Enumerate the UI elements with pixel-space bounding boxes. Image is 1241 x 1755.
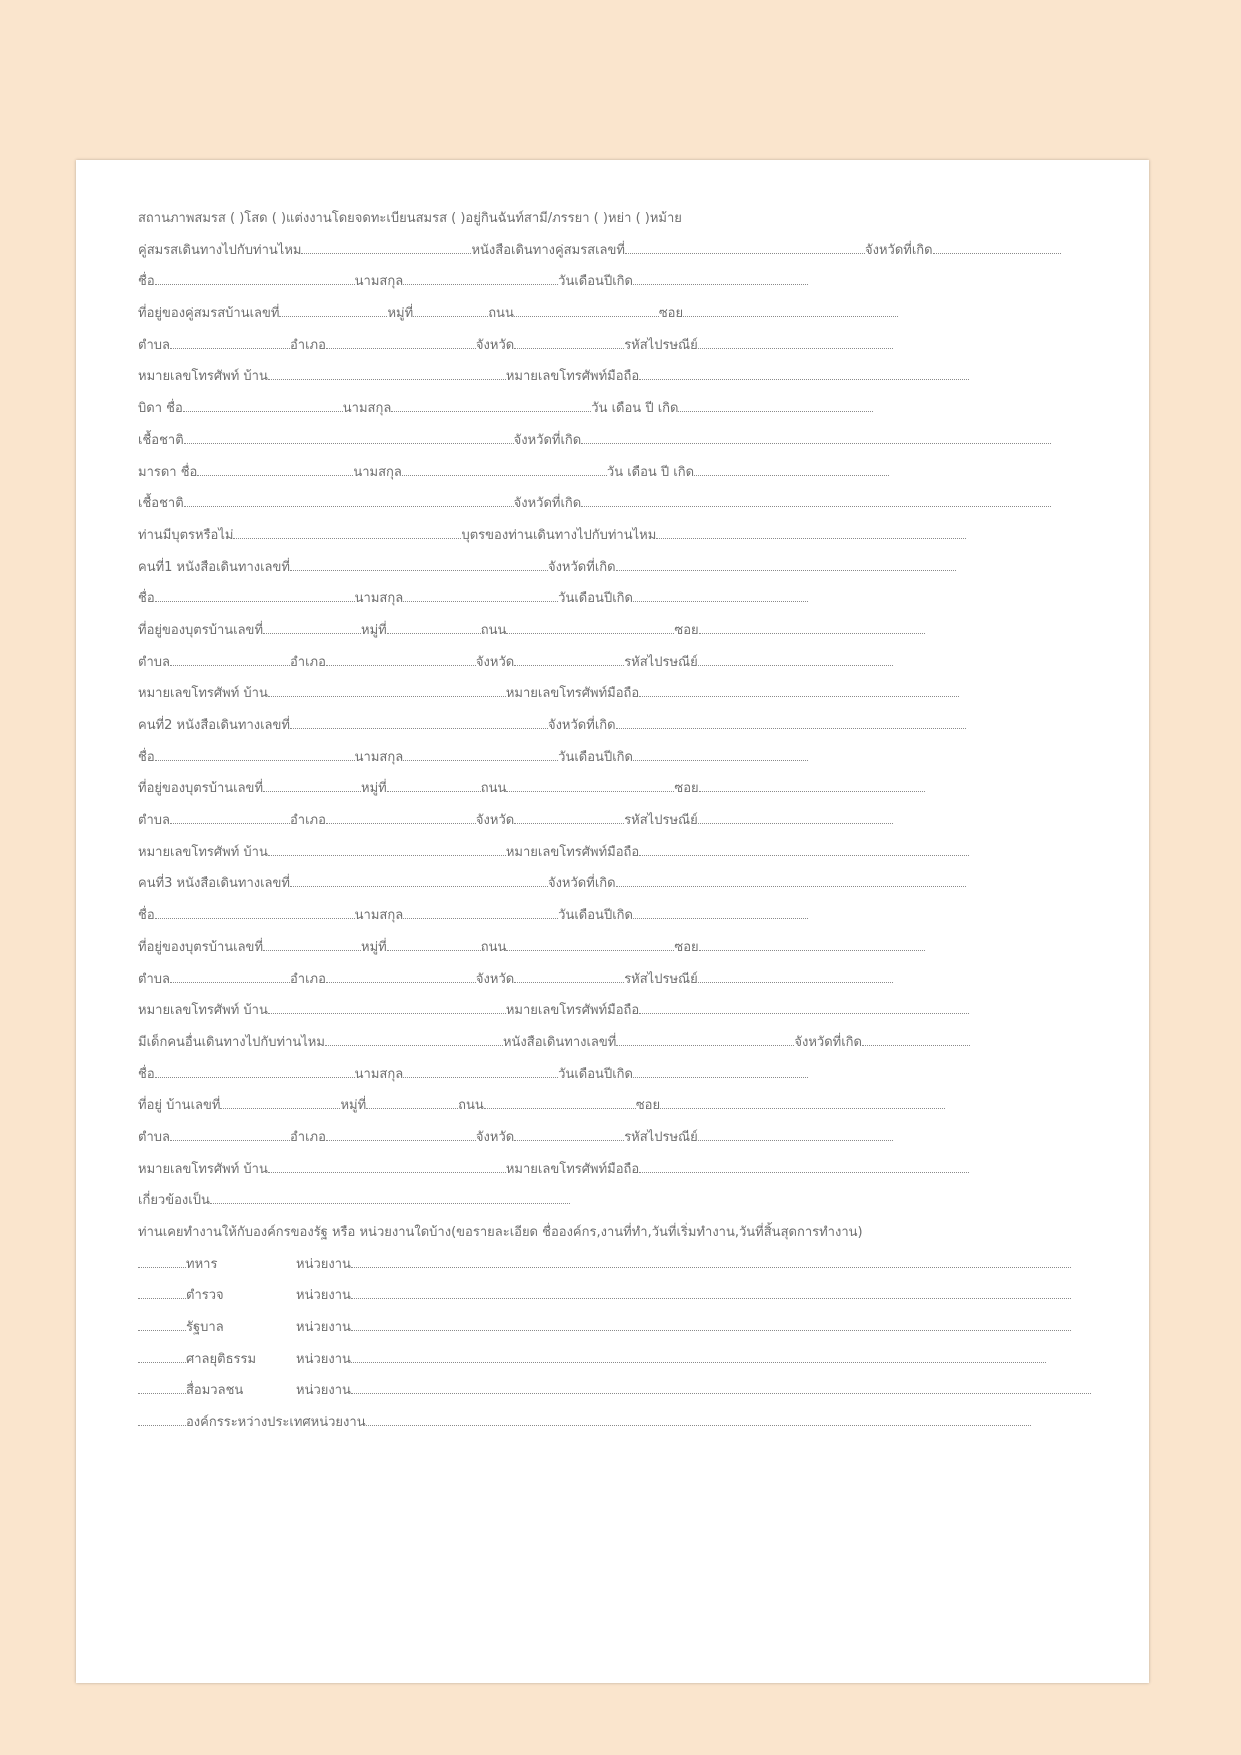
field-label: ท่านเคยทำงานให้กับองค์กรของรัฐ หรือ หน่วยงานใดบ้าง(ขอรายละเอียด ชื่อองค์กร,งานที่ทำ,วันที่เริ่มทำงาน,วันที่สิ้นสุดการทำงาน) [138,1225,863,1240]
form-line [138,361,1100,393]
field-label: สถานภาพสมรส ( )โสด ( )แต่งงานโดยจดทะเบียนสมรส ( )อยู่กินฉันท์สามี/ภรรยา ( )หย่า ( )หม้าย [138,211,682,226]
fill-blank[interactable] [138,1256,186,1268]
field-label: นามสกุล [342,401,392,417]
form-line [138,552,1100,584]
field-label: ที่อยู่ บ้านเลขที่ [138,1098,221,1114]
fill-blank[interactable] [698,1129,893,1141]
field-label: ถนน [458,1098,484,1114]
fill-blank[interactable] [506,780,674,792]
field-label: คนที่2 หนังสือเดินทางเลขที่ [138,718,290,733]
fill-blank[interactable] [366,1414,1031,1426]
field-label: หมายเลขโทรศัพท์มือถือ [505,844,640,860]
field-label: ถนน [480,622,507,638]
fill-blank[interactable] [484,1097,636,1109]
form-line [138,647,1100,679]
field-label: ซอย [658,306,684,322]
form-line [138,1312,1100,1344]
field-label: ตำบล [138,654,170,670]
form-line [138,330,1100,362]
fill-blank[interactable] [506,622,674,634]
fill-blank[interactable] [290,559,548,571]
field-label: วันเดือนปีเกิด [558,274,633,290]
fill-blank[interactable] [170,654,290,666]
fill-blank[interactable] [506,939,674,951]
form-line [138,1122,1100,1154]
fill-blank[interactable] [660,1097,945,1109]
fill-blank[interactable] [678,400,873,412]
field-label: หมู่ที่ [361,781,387,797]
form-line [138,710,1100,742]
field-label: เกี่ยวข้องเป็น [138,1193,210,1209]
field-label: หมู่ที่ [361,622,387,638]
fill-blank[interactable] [639,368,969,380]
field-label: เชื้อชาติ [138,432,184,448]
field-label: หน่วยงาน [296,1320,351,1336]
fill-blank[interactable] [656,527,966,539]
fill-blank[interactable] [862,1034,970,1046]
fill-blank[interactable] [197,463,353,475]
fill-blank[interactable] [155,1066,355,1078]
field-label: หมายเลขโทรศัพท์มือถือ [505,1003,640,1019]
field-label: นามสกุล [354,749,404,765]
form-line [138,1344,1100,1376]
field-label: รหัสไปรษณีย์ [624,971,698,987]
field-label: ถนน [480,939,507,955]
fill-blank[interactable] [403,1066,558,1078]
field-label: ชื่อ [138,749,155,765]
field-label: จังหวัดที่เกิด [864,242,933,258]
field-label: ที่อยู่ของบุตรบ้านเลขที่ [138,939,264,955]
field-label: จังหวัดที่เกิด [513,432,582,448]
form-content [138,203,1100,1439]
field-label: สื่อมวลชน [186,1383,244,1399]
field-label: จังหวัด [475,337,515,353]
field-label: มีเด็กคนอื่นเดินทางไปกับท่านไหม [138,1034,325,1050]
field-label: หมายเลขโทรศัพท์ บ้าน [138,686,268,702]
form-line [138,266,1100,298]
fill-blank[interactable] [184,495,514,507]
fill-blank[interactable] [351,1319,1071,1331]
fill-blank[interactable] [210,1192,570,1204]
form-line [138,488,1100,520]
fill-blank[interactable] [268,1002,506,1014]
fill-blank[interactable] [387,622,481,634]
fill-blank[interactable] [155,273,355,285]
field-label: มารดา ชื่อ [138,464,198,480]
fill-blank[interactable] [639,1161,969,1173]
fill-blank[interactable] [633,273,808,285]
field-label: นามสกุล [354,908,404,924]
field-label: นามสกุล [354,1066,404,1082]
fill-blank[interactable] [699,780,925,792]
fill-blank[interactable] [633,749,808,761]
fill-blank[interactable] [366,1097,458,1109]
field-label: รหัสไปรษณีย์ [624,337,698,353]
field-label: ซอย [674,781,699,797]
fill-blank[interactable] [581,432,1051,444]
form-line [138,995,1100,1027]
fill-blank[interactable] [403,749,558,761]
fill-blank[interactable] [279,305,387,317]
fill-blank[interactable] [301,242,471,254]
field-label: ที่อยู่ของคู่สมรสบ้านเลขที่ [138,306,280,322]
form-line [138,1027,1100,1059]
field-label: ถนน [488,306,514,322]
field-label: จังหวัด [475,813,515,829]
field-label: บุตรของท่านเดินทางไปกับท่านไหม [461,527,657,543]
fill-blank[interactable] [220,1097,340,1109]
fill-blank[interactable] [639,1002,969,1014]
fill-blank[interactable] [351,1382,1091,1394]
fill-blank[interactable] [683,305,898,317]
fill-blank[interactable] [387,939,481,951]
fill-blank[interactable] [326,654,476,666]
field-label: หนังสือเดินทางคู่สมรสเลขที่ [471,242,625,258]
fill-blank[interactable] [514,812,624,824]
fill-blank[interactable] [233,527,461,539]
form-line [138,425,1100,457]
field-label: อำเภอ [289,337,326,353]
fill-blank[interactable] [183,400,343,412]
fill-blank[interactable] [633,1066,808,1078]
field-label: หมายเลขโทรศัพท์มือถือ [505,369,640,385]
form-line [138,932,1100,964]
fill-blank[interactable] [625,242,865,254]
field-label: คนที่1 หนังสือเดินทางเลขที่ [138,559,290,575]
field-label: จังหวัดที่เกิด [513,496,582,512]
form-line [138,1280,1100,1312]
field-label: หมู่ที่ [361,939,387,955]
fill-blank[interactable] [326,970,476,982]
fill-blank[interactable] [138,1319,186,1331]
fill-blank[interactable] [263,780,361,792]
fill-blank[interactable] [138,1351,186,1363]
fill-blank[interactable] [616,717,966,729]
fill-blank[interactable] [268,1161,506,1173]
fill-blank[interactable] [268,368,506,380]
field-label: คู่สมรสเดินทางไปกับท่านไหม [138,242,302,258]
fill-blank[interactable] [698,654,893,666]
fill-blank[interactable] [325,1034,503,1046]
field-label: วันเดือนปีเกิด [558,591,633,607]
fill-blank[interactable] [263,622,361,634]
fill-blank[interactable] [403,590,558,602]
fill-blank[interactable] [699,939,925,951]
field-label: หน่วยงาน [296,1256,351,1272]
field-label: ศาลยุติธรรม [186,1351,257,1367]
field-label: รหัสไปรษณีย์ [624,1129,698,1145]
form-line [138,773,1100,805]
form-line [138,900,1100,932]
form-line [138,1185,1100,1217]
field-label: นามสกุล [353,464,402,480]
field-label: ชื่อ [138,591,155,607]
field-label: จังหวัด [475,971,515,987]
fill-blank[interactable] [326,812,476,824]
field-label: หมายเลขโทรศัพท์ บ้าน [138,1161,268,1177]
form-line [138,868,1100,900]
field-label: ชื่อ [138,274,155,290]
fill-blank[interactable] [138,1414,186,1426]
fill-blank[interactable] [633,590,808,602]
field-label: หนังสือเดินทางเลขที่ [502,1034,617,1050]
fill-blank[interactable] [694,463,889,475]
fill-blank[interactable] [326,1129,476,1141]
form-line [138,742,1100,774]
field-label: จังหวัดที่เกิด [794,1034,862,1050]
field-label: จังหวัดที่เกิด [547,559,616,575]
fill-blank[interactable] [138,1382,186,1394]
fill-blank[interactable] [351,1256,1071,1268]
field-label: นามสกุล [354,591,404,607]
field-label: หน่วยงาน [296,1288,351,1304]
fill-blank[interactable] [138,1287,186,1299]
form-line [138,298,1100,330]
form-page [76,160,1149,1683]
field-label: วันเดือนปีเกิด [558,749,633,765]
form-line [138,1407,1100,1439]
field-label: ชื่อ [138,1066,155,1082]
field-label: วันเดือนปีเกิด [558,1066,633,1082]
field-label: อำเภอ [289,654,326,670]
field-label: หน่วยงาน [296,1383,351,1399]
field-label: ตำบล [138,971,170,987]
field-label: รหัสไปรษณีย์ [624,813,698,829]
fill-blank[interactable] [616,1034,794,1046]
fill-blank[interactable] [514,970,624,982]
fill-blank[interactable] [581,495,1051,507]
fill-blank[interactable] [698,337,893,349]
form-line [138,678,1100,710]
form-line [138,837,1100,869]
field-label: หมายเลขโทรศัพท์มือถือ [505,1161,640,1177]
form-line [138,203,1100,235]
fill-blank[interactable] [155,907,355,919]
fill-blank[interactable] [514,305,659,317]
fill-blank[interactable] [403,273,558,285]
form-line [138,1090,1100,1122]
fill-blank[interactable] [699,622,925,634]
fill-blank[interactable] [268,685,506,697]
fill-blank[interactable] [170,1129,290,1141]
field-label: ถนน [480,781,507,797]
fill-blank[interactable] [290,717,548,729]
fill-blank[interactable] [351,1351,1046,1363]
field-label: เชื้อชาติ [138,496,184,512]
field-label: อำเภอ [289,1129,326,1145]
field-label: วัน เดือน ปี เกิด [606,464,695,480]
form-line [138,964,1100,996]
field-label: หมายเลขโทรศัพท์มือถือ [505,686,640,702]
field-label: จังหวัด [475,1129,515,1145]
fill-blank[interactable] [268,844,506,856]
fill-blank[interactable] [391,400,591,412]
form-line [138,457,1100,489]
fill-blank[interactable] [514,654,624,666]
field-label: ซอย [674,622,699,638]
fill-blank[interactable] [639,685,959,697]
fill-blank[interactable] [698,812,893,824]
fill-blank[interactable] [698,970,893,982]
form-line [138,1059,1100,1091]
field-label: ตำบล [138,337,170,353]
form-line [138,1154,1100,1186]
field-label: หมู่ที่ [387,306,414,322]
form-line [138,1249,1100,1281]
field-label: วัน เดือน ปี เกิด [591,401,679,417]
fill-blank[interactable] [290,875,548,887]
form-line [138,1217,1100,1249]
form-line [138,520,1100,552]
field-label: ที่อยู่ของบุตรบ้านเลขที่ [138,622,264,638]
fill-blank[interactable] [616,875,966,887]
field-label: รัฐบาล [186,1320,224,1336]
fill-blank[interactable] [184,432,514,444]
form-line [138,1375,1100,1407]
fill-blank[interactable] [639,844,969,856]
fill-blank[interactable] [514,337,624,349]
field-label: บิดา ชื่อ [138,401,183,417]
field-label: อำเภอ [289,813,326,829]
form-line [138,235,1100,267]
field-label: รหัสไปรษณีย์ [624,654,698,670]
fill-blank[interactable] [403,907,558,919]
form-line [138,615,1100,647]
fill-blank[interactable] [326,337,476,349]
fill-blank[interactable] [170,970,290,982]
fill-blank[interactable] [351,1287,1071,1299]
field-label: ตำรวจ [186,1288,224,1304]
fill-blank[interactable] [933,242,1061,254]
field-label: ซอย [635,1098,661,1114]
form-line [138,805,1100,837]
fill-blank[interactable] [402,463,607,475]
fill-blank[interactable] [413,305,488,317]
field-label: ท่านมีบุตรหรือไม่ [138,527,234,543]
fill-blank[interactable] [155,749,355,761]
fill-blank[interactable] [633,907,808,919]
fill-blank[interactable] [263,939,361,951]
field-label: นามสกุล [354,274,404,290]
field-label: หมายเลขโทรศัพท์ บ้าน [138,369,268,385]
field-label: คนที่3 หนังสือเดินทางเลขที่ [138,876,290,892]
field-label: ที่อยู่ของบุตรบ้านเลขที่ [138,781,264,797]
field-label: หมายเลขโทรศัพท์ บ้าน [138,1003,268,1019]
field-label: ซอย [674,939,699,955]
fill-blank[interactable] [170,812,290,824]
field-label: หมู่ที่ [340,1098,367,1114]
fill-blank[interactable] [616,559,956,571]
field-label: จังหวัดที่เกิด [547,876,616,892]
field-label: องค์กรระหว่างประเทศหน่วยงาน [186,1415,366,1431]
field-label: ทหาร [186,1256,218,1272]
form-line [138,583,1100,615]
fill-blank[interactable] [514,1129,624,1141]
field-label: หน่วยงาน [296,1351,351,1367]
field-label: หมายเลขโทรศัพท์ บ้าน [138,844,268,860]
field-label: ชื่อ [138,908,155,924]
field-label: วันเดือนปีเกิด [558,908,633,924]
fill-blank[interactable] [170,337,290,349]
fill-blank[interactable] [387,780,481,792]
form-line [138,393,1100,425]
field-label: ตำบล [138,1129,170,1145]
field-label: อำเภอ [289,971,326,987]
fill-blank[interactable] [155,590,355,602]
field-label: จังหวัดที่เกิด [547,718,616,733]
field-label: ตำบล [138,813,170,829]
field-label: จังหวัด [475,654,515,670]
